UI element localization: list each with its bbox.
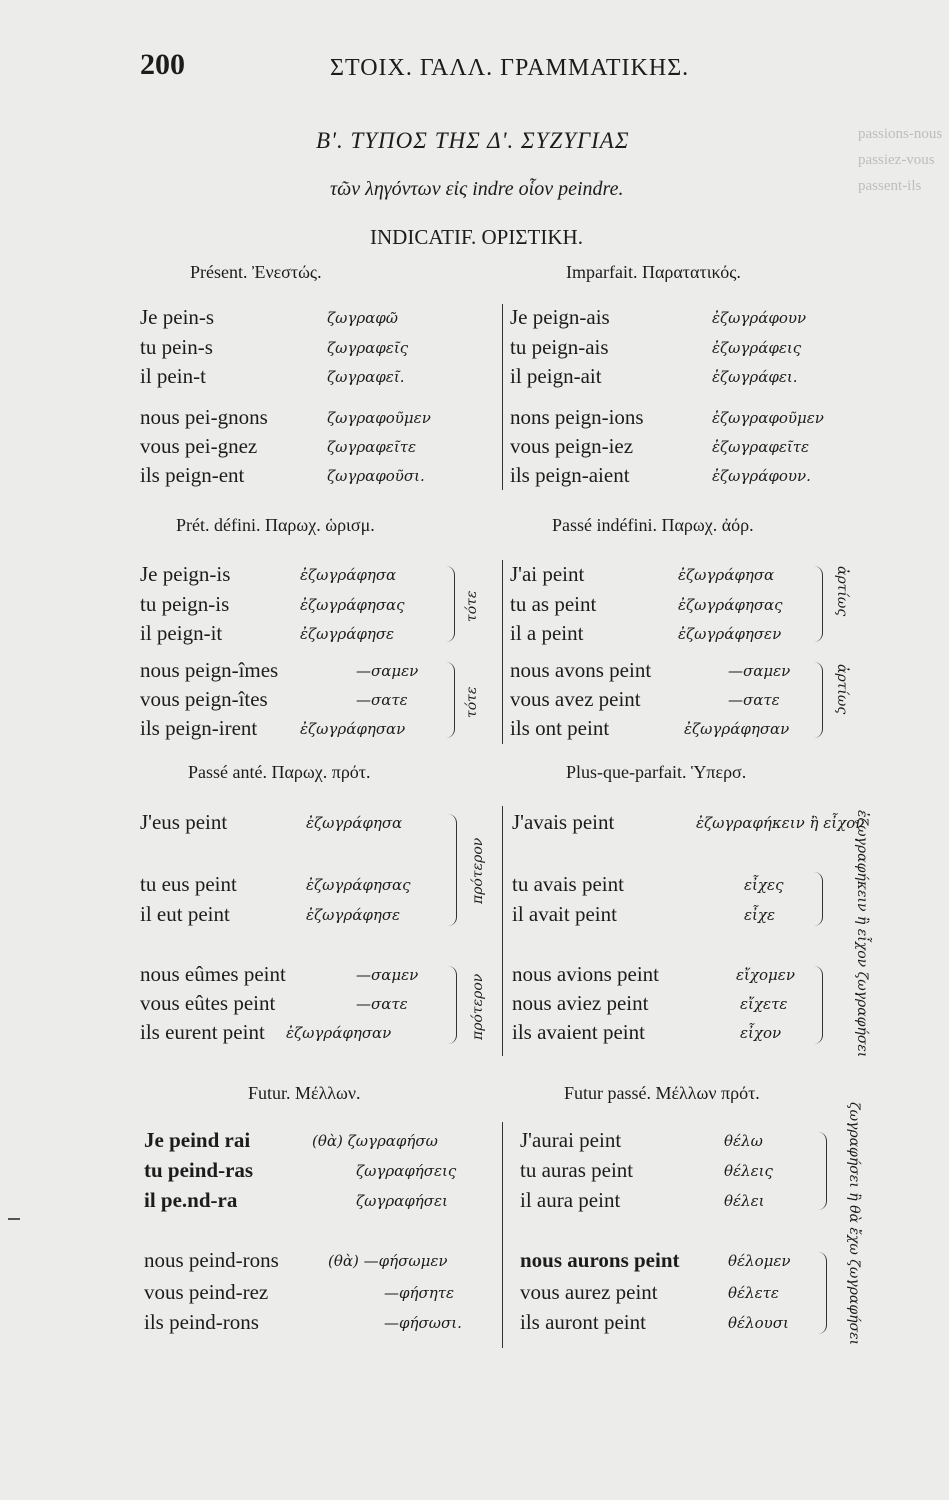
verb-form-fr: vous pei-gnez — [140, 434, 258, 458]
verb-form-fr: tu as peint — [510, 592, 597, 616]
column-divider — [502, 1122, 503, 1348]
verb-form-gr: —σατε — [728, 691, 780, 709]
bracket — [818, 1132, 827, 1210]
verb-form-fr: nous avions peint — [512, 962, 659, 986]
verb-form-gr: ἐζωγράφουν — [712, 309, 807, 327]
verb-form-fr: tu peign-is — [140, 592, 230, 616]
verb-form-fr: vous peind-rez — [144, 1280, 269, 1304]
verb-form-gr: ζωγραφήσεις — [356, 1162, 457, 1180]
verb-form-fr: Je peind rai — [144, 1128, 251, 1152]
verb-form-fr: ils peign-ent — [140, 463, 245, 487]
verb-form-gr: ἐζωγράφησα — [678, 566, 775, 584]
running-title: ΣΤΟΙΧ. ΓΑΛΛ. ΓΡΑΜΜΑΤΙΚΗΣ. — [330, 55, 690, 81]
verb-form-gr: ἐζωγράφησα — [300, 566, 397, 584]
verb-form-fr: il aura peint — [520, 1188, 621, 1212]
verb-form-fr: ils ont peint — [510, 716, 610, 740]
verb-form-fr: ils peign-irent — [140, 716, 258, 740]
verb-form-gr: ζωγραφοῦμεν — [327, 409, 431, 427]
verb-form-gr: ζωγραφήσει — [356, 1192, 448, 1210]
bracket-label: πρότερον — [470, 837, 486, 904]
verb-form-gr: ἐζωγραφεῖτε — [712, 438, 810, 456]
verb-form-gr: ζωγραφεῖ. — [327, 368, 405, 386]
verb-form-fr: J'avais peint — [512, 810, 615, 834]
verb-form-gr: ἐζωγράφησαν — [684, 720, 790, 738]
verb-form-gr: —σατε — [356, 995, 408, 1013]
tense-heading-plus-que-parfait: Plus-que-parfait. Ὑπερσ. — [566, 762, 747, 782]
bracket — [448, 814, 457, 926]
side-label: ζωγραφήσει ἢ θὰ ἔχω ζωγραφήσει — [846, 1102, 862, 1346]
verb-form-fr: ils avaient peint — [512, 1020, 645, 1044]
verb-form-gr: —φήσητε — [384, 1284, 455, 1302]
verb-form-gr: (θὰ) ζωγραφήσω — [312, 1132, 438, 1150]
verb-form-fr: J'ai peint — [510, 562, 585, 586]
verb-form-gr: ζωγραφῶ — [327, 309, 399, 327]
verb-form-gr: εἴχομεν — [736, 966, 795, 984]
verb-form-fr: ils peind-rons — [144, 1310, 259, 1334]
verb-form-fr: nous pei-gnons — [140, 405, 268, 429]
verb-form-gr: εἶχε — [744, 906, 776, 924]
verb-form-fr: ils auront peint — [520, 1310, 646, 1334]
verb-form-fr: tu pein-s — [140, 335, 213, 359]
verb-form-gr: ἐζωγράφησας — [300, 596, 405, 614]
verb-form-gr: ἐζωγραφοῦμεν — [712, 409, 824, 427]
verb-form-fr: tu avais peint — [512, 872, 624, 896]
verb-form-gr: θέλουσι — [728, 1314, 789, 1332]
tense-heading-passe-indefini: Passé indéfini. Παρωχ. ἀόρ. — [552, 515, 754, 535]
bracket-label: τότε — [464, 686, 480, 718]
verb-form-fr: il eut peint — [140, 902, 230, 926]
tense-heading-present: Présent. Ἐνεστώς. — [190, 262, 322, 282]
bracket-label: τότε — [464, 590, 480, 622]
verb-form-fr: nous peind-rons — [144, 1248, 279, 1272]
verb-form-gr: ζωγραφεῖτε — [327, 438, 417, 456]
bracket — [814, 662, 823, 738]
verb-form-fr: Je pein-s — [140, 305, 215, 329]
bracket-label: ἀρτίως — [834, 664, 850, 715]
verb-form-gr: ἐζωγράφησας — [678, 596, 783, 614]
verb-form-gr: ζωγραφοῦσι. — [327, 467, 425, 485]
side-label: ἐζωγραφήκειν ἢ εἶχον ζωγραφήσει — [854, 810, 870, 1058]
tense-heading-passe-ante: Passé anté. Παρωχ. πρότ. — [188, 762, 371, 782]
bracket — [448, 966, 457, 1044]
verb-form-fr: nous aviez peint — [512, 991, 649, 1015]
verb-form-fr: il pe.nd-ra — [144, 1188, 238, 1212]
verb-form-fr: vous avez peint — [510, 687, 641, 711]
verb-form-gr: ἐζωγράφει. — [712, 368, 798, 386]
verb-form-fr: vous eûtes peint — [140, 991, 276, 1015]
verb-form-fr: Je peign-is — [140, 562, 231, 586]
bracket — [814, 872, 823, 926]
verb-form-gr: εἶχες — [744, 876, 784, 894]
verb-form-gr: θέλετε — [728, 1284, 779, 1302]
verb-form-gr: ἐζωγραφήκειν ἢ εἶχον — [696, 814, 865, 832]
verb-form-fr: il pein-t — [140, 364, 206, 388]
verb-form-fr: il peign-ait — [510, 364, 602, 388]
tense-heading-pret-defini: Prét. défini. Παρωχ. ὡρισμ. — [176, 515, 375, 535]
bracket — [446, 566, 455, 642]
column-divider — [502, 304, 503, 490]
bracket — [814, 566, 823, 642]
verb-form-gr: —σαμεν — [728, 662, 791, 680]
verb-form-gr: (θὰ) —φήσωμεν — [328, 1252, 448, 1270]
verb-form-fr: vous aurez peint — [520, 1280, 658, 1304]
verb-form-gr: ἐζωγράφησαν — [286, 1024, 392, 1042]
verb-form-fr: ils eurent peint — [140, 1020, 265, 1044]
verb-form-gr: ἐζωγράφουν. — [712, 467, 811, 485]
section-subtitle: τῶν ληγόντων εἰς indre οἷον peindre. — [330, 178, 624, 200]
verb-form-fr: tu peign-ais — [510, 335, 609, 359]
verb-form-gr: εἶχον — [740, 1024, 782, 1042]
verb-form-fr: ils peign-aient — [510, 463, 630, 487]
bracket — [814, 966, 823, 1044]
tense-heading-imparfait: Imparfait. Παρατατικός. — [566, 262, 741, 282]
tense-heading-futur: Futur. Μέλλων. — [248, 1083, 361, 1103]
verb-form-gr: θέλομεν — [728, 1252, 791, 1270]
bracket — [446, 662, 455, 738]
verb-form-fr: tu eus peint — [140, 872, 237, 896]
verb-form-gr: ἐζωγράφησεν — [678, 625, 782, 643]
verb-form-gr: ἐζωγράφησε — [306, 906, 401, 924]
verb-form-fr: vous peign-îtes — [140, 687, 268, 711]
verb-form-gr: ζωγραφεῖς — [327, 339, 409, 357]
column-divider — [502, 560, 503, 744]
section-title: Β'. ΤΥΠΟΣ ΤΗΣ Δ'. ΣΥΖΥΓΙΑΣ — [316, 128, 630, 153]
verb-form-gr: θέλω — [724, 1132, 763, 1150]
verb-form-fr: il a peint — [510, 621, 584, 645]
verb-form-fr: tu auras peint — [520, 1158, 634, 1182]
verb-form-gr: —σαμεν — [356, 662, 419, 680]
verb-form-fr: nons peign-ions — [510, 405, 644, 429]
verb-form-fr: il avait peint — [512, 902, 617, 926]
verb-form-fr: tu peind-ras — [144, 1158, 254, 1182]
mood-heading: INDICATIF. ΟΡΙΣΤΙΚΗ. — [370, 225, 583, 249]
verb-form-fr: J'eus peint — [140, 810, 228, 834]
verb-form-gr: ἐζωγράφησε — [300, 625, 395, 643]
verb-form-gr: ἐζωγράφησας — [306, 876, 411, 894]
page-number: 200 — [140, 48, 185, 81]
verb-form-fr: il peign-it — [140, 621, 223, 645]
verb-form-gr: θέλεις — [724, 1162, 773, 1180]
verb-form-gr: εἴχετε — [740, 995, 788, 1013]
margin-mark — [8, 1218, 20, 1220]
verb-form-gr: ἐζωγράφεις — [712, 339, 802, 357]
column-divider — [502, 806, 503, 1056]
verb-form-gr: ἐζωγράφησα — [306, 814, 403, 832]
verb-form-fr: vous peign-iez — [510, 434, 634, 458]
verb-form-fr: nous peign-îmes — [140, 658, 279, 682]
verb-form-fr: nous avons peint — [510, 658, 652, 682]
bracket-label: πρότερον — [470, 973, 486, 1040]
verb-form-gr: —σαμεν — [356, 966, 419, 984]
tense-heading-futur-passe: Futur passé. Μέλλων πρότ. — [564, 1083, 760, 1103]
verb-form-gr: —φήσωσι. — [384, 1314, 462, 1332]
verb-form-gr: ἐζωγράφησαν — [300, 720, 406, 738]
verb-form-fr: nous eûmes peint — [140, 962, 286, 986]
verb-form-fr: J'aurai peint — [520, 1128, 622, 1152]
bracket-label: ἀρτίως — [834, 566, 850, 617]
verb-form-gr: —σατε — [356, 691, 408, 709]
bracket — [818, 1252, 827, 1334]
verb-form-gr: θέλει — [724, 1192, 765, 1210]
verb-form-fr: Je peign-ais — [510, 305, 610, 329]
verb-form-fr: nous aurons peint — [520, 1248, 680, 1272]
